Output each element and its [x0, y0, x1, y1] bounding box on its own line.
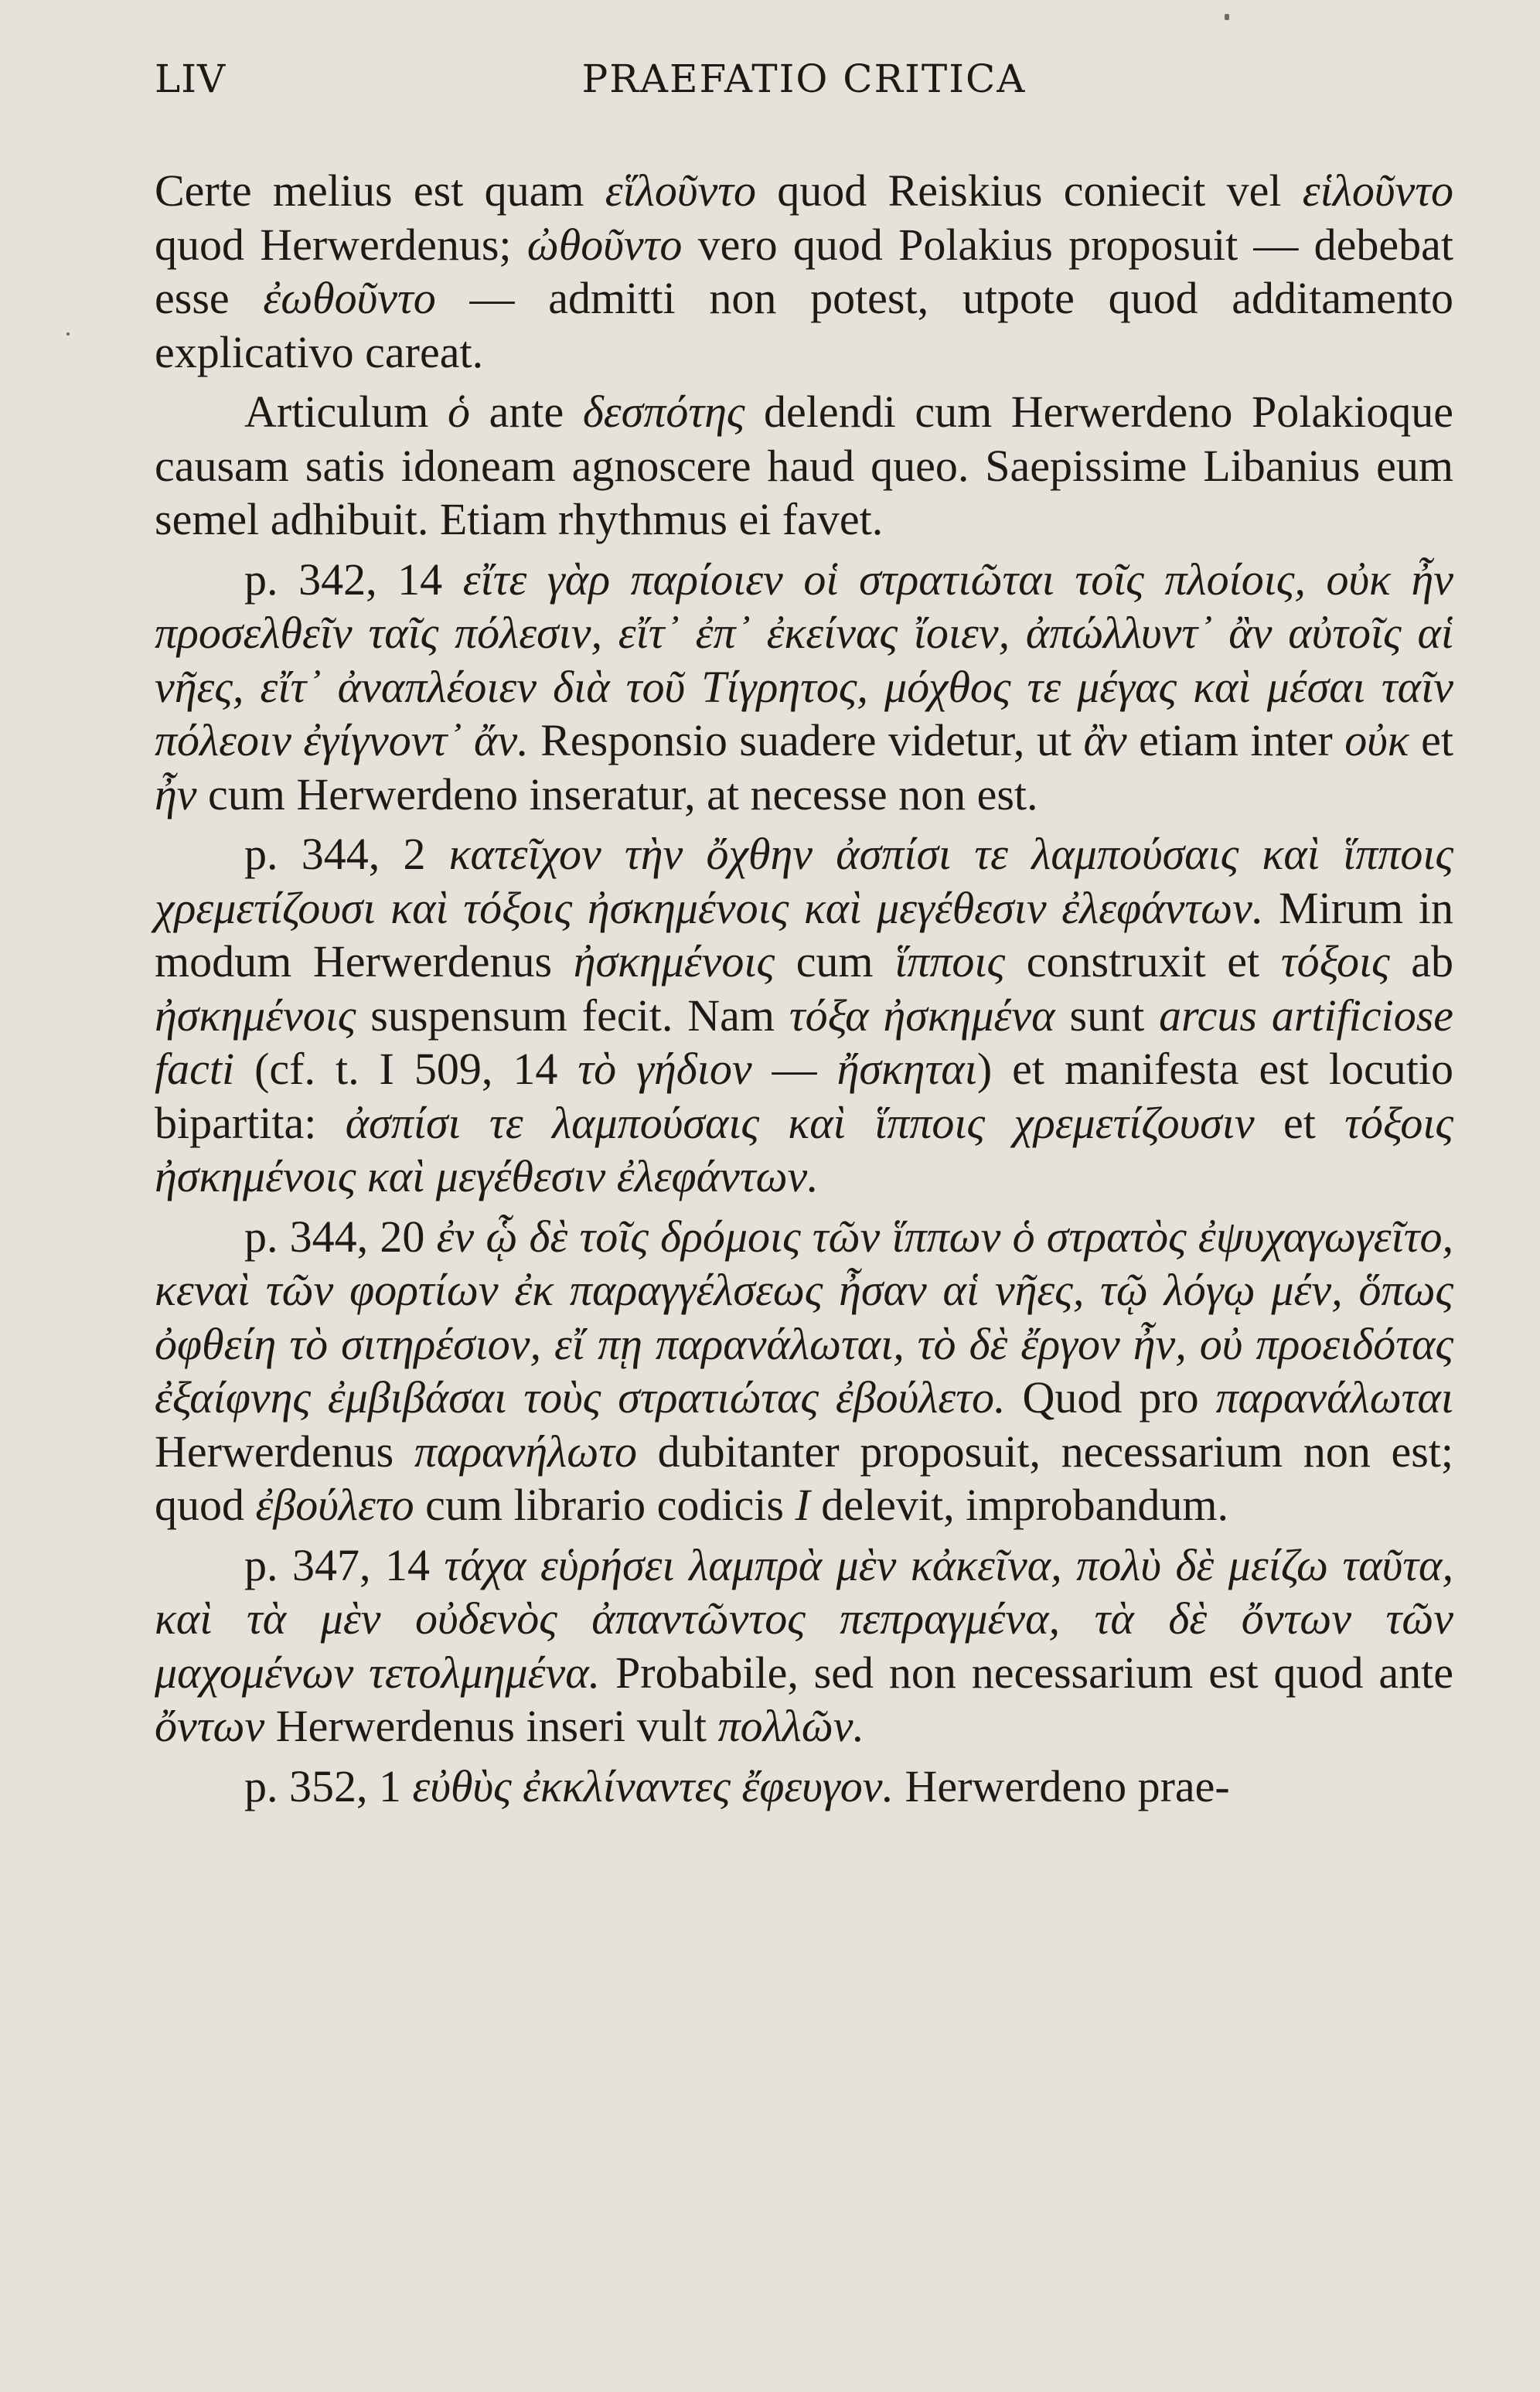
latin-text: p. 344, 20 [244, 1211, 437, 1262]
greek-quotation: τόξοις [1280, 936, 1390, 986]
italic-text: arcus artificiose facti [155, 990, 1454, 1094]
paragraph-2 [155, 385, 1453, 547]
greek-quotation: εὐθὺς ἐκκλίναντες ἔφευγον. [412, 1760, 894, 1811]
latin-text: Quod pro [1005, 1372, 1216, 1423]
latin-text: Probabile, sed non necessarium est quod ante [600, 1647, 1454, 1698]
greek-quotation: δεσπότης [582, 387, 745, 437]
latin-text: suspensum fecit. Nam [356, 990, 789, 1041]
greek-quotation: τὸ γήδιον [578, 1044, 752, 1094]
greek-quotation: τόξα ἠσκημένα [789, 990, 1055, 1041]
latin-text: sunt [1054, 990, 1160, 1041]
latin-text: et [1409, 715, 1453, 765]
latin-text: Responsio suadere videtur, ut [528, 715, 1084, 765]
greek-quotation: εἱλοῦντο [1302, 165, 1453, 216]
paper-speck [1225, 14, 1229, 20]
italic-text: I [795, 1480, 810, 1530]
greek-quotation: πολλῶν. [717, 1701, 864, 1751]
paper-speck [66, 332, 70, 336]
latin-text: Herwerdenus [155, 1426, 414, 1477]
greek-quotation: παρανάλωται [1215, 1372, 1453, 1423]
greek-quotation: ὄντων [155, 1701, 265, 1751]
paragraph-7 [155, 1760, 1453, 1814]
latin-text: Herwerdenus inseri vult [264, 1701, 718, 1751]
latin-text: delendi cum Herwerdeno Polakioque causam satis idoneam agnoscere haud queo. Saepissime Libanius eum semel adhibuit. Etiam rhythmus ei favet. [155, 387, 1453, 544]
latin-text: Herwerdeno prae- [893, 1760, 1230, 1811]
greek-quotation: ἦν [155, 768, 197, 819]
page-number: LIV [155, 56, 227, 101]
greek-quotation: ἀσπίσι τε λαμπούσαις καὶ ἵπποις χρεμετίζουσιν [345, 1097, 1255, 1148]
greek-quotation: ἤσκηται [836, 1044, 977, 1094]
latin-text: ante [470, 387, 583, 437]
latin-text: vero quod Polakius proposuit — debebat esse [155, 219, 1453, 323]
greek-quotation: ἠσκημένοις [573, 936, 775, 986]
latin-text: construxit et [1005, 936, 1281, 986]
latin-text: quod Herwerdenus; [155, 219, 527, 270]
latin-text: cum [775, 936, 895, 986]
latin-text: Articulum [244, 387, 448, 437]
paragraph-3 [155, 553, 1453, 822]
greek-quotation: κατεῖχον τὴν ὄχθην ἀσπίσι τε λαμπούσαις καὶ ἵπποις χρεμετίζουσι καὶ τόξοις ἠσκημένοις καὶ μεγέθεσιν ἐλεφάντων. [155, 829, 1453, 933]
latin-text: p. 344, 2 [244, 829, 449, 879]
latin-text: cum Herwerdeno inseratur, at necesse non est. [196, 768, 1038, 819]
greek-quotation: παρανήλωτο [414, 1426, 637, 1477]
latin-text: — [751, 1044, 837, 1094]
body-text [155, 164, 1453, 1813]
paragraph-5 [155, 1210, 1453, 1532]
latin-text: et [1254, 1097, 1345, 1148]
latin-text: dubitanter proposuit, necessarium non est; quod [155, 1426, 1454, 1530]
greek-quotation: τόξοις ἠσκημένοις καὶ μεγέθεσιν ἐλεφάντων. [155, 1097, 1454, 1201]
latin-text: p. 352, 1 [244, 1760, 413, 1811]
greek-quotation: οὐκ [1344, 715, 1409, 765]
greek-quotation: ἂν [1083, 715, 1127, 765]
greek-quotation: ἐωθοῦντο [263, 273, 436, 323]
greek-quotation: εἵλοῦντο [605, 165, 756, 216]
greek-quotation: ἠσκημένοις [155, 990, 356, 1041]
greek-quotation: ὠθοῦντο [526, 219, 683, 270]
paragraph-4 [155, 827, 1453, 1204]
greek-quotation: εἴτε γὰρ παρίοιεν οἱ στρατιῶται τοῖς πλοίοις, οὐκ ἦν προσελθεῖν ταῖς πόλεσιν, εἴτ᾽ ἐπ᾽ ἐκείνας ἴοιεν, ἀπώλλυντ᾽ ἂν αὐτοῖς αἱ νῆες, εἴτ᾽ ἀναπλέοιεν διὰ τοῦ Τίγρητος, μόχθος τε μέγας καὶ μέσαι ταῖν πόλεοιν ἐγίγνοντ᾽ ἄν. [155, 554, 1453, 765]
latin-text: ) et manifesta est locutio bipartita: [155, 1044, 1453, 1148]
latin-text: ab [1389, 936, 1453, 986]
greek-quotation: ὁ [448, 387, 471, 437]
paragraph-1 [155, 164, 1453, 379]
greek-quotation: ἵπποις [894, 936, 1006, 986]
latin-text: p. 347, 14 [244, 1539, 445, 1590]
paragraph-6 [155, 1538, 1453, 1753]
latin-text: delevit, improbandum. [809, 1480, 1229, 1530]
greek-quotation: ἐν ᾧ δὲ τοῖς δρόμοις τῶν ἵππων ὁ στρατὸς ἐψυχαγωγεῖτο, κεναὶ τῶν φορτίων ἐκ παραγγέλσεως ἦσαν αἱ νῆες, τῷ λόγῳ μέν, ὅπως ὀφθείη τὸ σιτηρέσιον, εἴ πῃ παρανάλωται, τὸ δὲ ἔργον ἦν, οὐ προειδότας ἐξαίφνης ἐμβιβάσαι τοὺς στρατιώτας ἐβούλετο. [155, 1211, 1454, 1423]
page-header [155, 48, 1453, 110]
greek-quotation: ἐβούλετο [255, 1480, 414, 1530]
latin-text: (cf. t. I 509, 14 [234, 1044, 578, 1094]
greek-quotation: τάχα εὑρήσει λαμπρὰ μὲν κἀκεῖνα, πολὺ δὲ μείζω ταῦτα, καὶ τὰ μὲν οὐδενὸς ἀπαντῶντος πεπραγμένα, τὰ δὲ ὄντων τῶν μαχομένων τετολμημένα. [155, 1539, 1454, 1698]
latin-text: quod Reiskius coniecit vel [756, 165, 1303, 216]
running-title: PRAEFATIO CRITICA [581, 56, 1027, 101]
latin-text: Certe melius est quam [155, 165, 605, 216]
latin-text: etiam inter [1126, 715, 1345, 765]
latin-text: Mirum in modum Herwerdenus [155, 882, 1454, 986]
latin-text: cum librario codicis [414, 1480, 796, 1530]
latin-text: p. 342, 14 [244, 554, 463, 605]
latin-text: — admitti non potest, utpote quod additamento explicativo careat. [155, 273, 1453, 377]
